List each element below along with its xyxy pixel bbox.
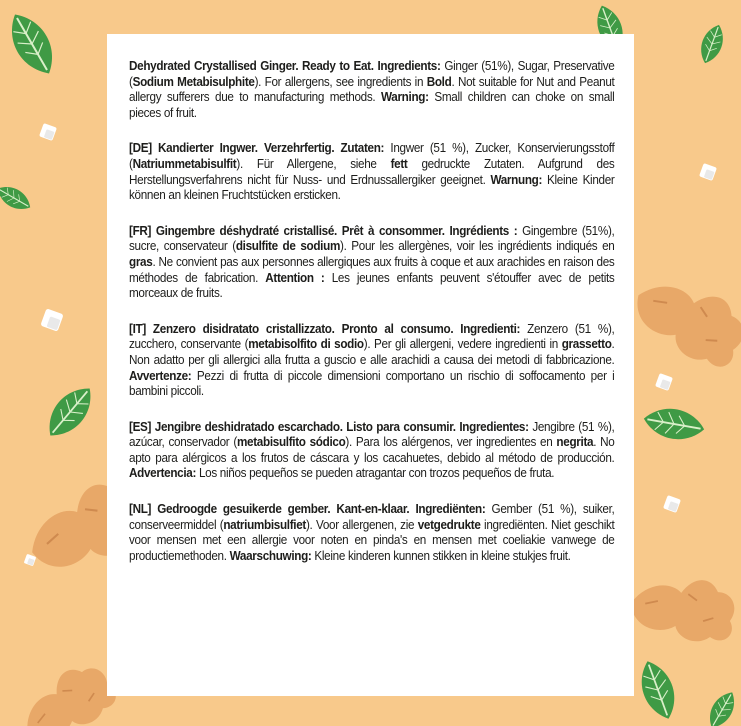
text-run: . No apto para alérgicos a los frutos de cáscara y los cacahuetes, debido al método de producción. xyxy=(129,435,615,465)
bold-text-run: Advertencia: xyxy=(129,466,197,481)
text-run: ). For allergens, see ingredients in xyxy=(254,74,427,89)
text-run: Gingembre (51%), sucre, conservateur ( xyxy=(129,223,615,254)
text-run: Zenzero (51 %), zucchero, conservante ( xyxy=(129,321,615,352)
ingredients-fr xyxy=(129,224,614,302)
text-run: Kleine Kinder können an kleinen Fruchtstücken ersticken. xyxy=(129,172,615,203)
text-run: ). Für Allergene, siehe xyxy=(236,156,391,171)
text-run: Jengibre (51 %), azúcar, conservador ( xyxy=(129,419,615,450)
bold-text-run: disulfite de sodium xyxy=(235,239,341,254)
bold-text-run: Warning: xyxy=(380,90,429,105)
bold-text-run: negrita xyxy=(556,435,594,450)
bold-text-run: gras xyxy=(129,254,153,269)
bold-text-run: [NL] Gedroogde gesuikerde gember. Kant-en-klaar. Ingrediënten: xyxy=(129,502,486,517)
bold-text-run: [IT] Zenzero disidratato cristallizzato. Pronto al consumo. Ingredienti: xyxy=(129,321,521,336)
bold-text-run: Natriummetabisulfit xyxy=(132,156,237,171)
ingredients-es xyxy=(129,420,614,482)
text-run: Gember (51 %), suiker, conserveermiddel ( xyxy=(129,502,615,532)
label-panel xyxy=(107,34,634,696)
text-run: ). Para los alérgenos, ver ingredientes en xyxy=(345,435,557,450)
bold-text-run: Warnung: xyxy=(490,172,543,187)
text-run: . Non adatto per gli allergici alla frutta a guscio e alle arachidi a causa dei metodi di fabbricazione. xyxy=(129,337,615,367)
text-run: . Not suitable for Nut and Peanut allergy sufferers due to manufacturing methods. xyxy=(129,74,615,105)
bold-text-run: Attention : xyxy=(265,270,325,285)
text-run: . Ne convient pas aux personnes allergiques aux fruits à coque et aux arachides en raison des méthodes de fabrication. xyxy=(129,254,615,285)
text-run: Ingwer (51 %), Zucker, Konservierungsstoff ( xyxy=(129,141,615,171)
text-run: ingrediënten. Niet geschikt voor mensen met een allergie voor noten en pinda's en mensen met coeliakie vanwege de productiemethoden. xyxy=(129,517,615,563)
bold-text-run: Bold xyxy=(426,74,452,89)
text-run: gedruckte Zutaten. Aufgrund des Herstellungsverfahrens nicht für Nuss- und Erdnussallergiker geeignet. xyxy=(129,156,615,187)
bold-text-run: vetgedrukte xyxy=(417,517,481,532)
text-run: ). Voor allergenen, zie xyxy=(305,517,418,532)
bold-text-run: [DE] Kandierter Ingwer. Verzehrfertig. Zutaten: xyxy=(129,141,385,156)
text-run: Les jeunes enfants peuvent s'étouffer avec de petits morceaux de fruits. xyxy=(129,270,615,301)
bold-text-run: fett xyxy=(390,156,408,171)
bold-text-run: Avvertenze: xyxy=(129,368,192,383)
bold-text-run: Sodium Metabisulphite xyxy=(132,74,255,89)
bold-text-run: natriumbisulfiet xyxy=(223,517,306,532)
bold-text-run: metabisolfito di sodio xyxy=(248,337,364,352)
text-run: Pezzi di frutta di piccole dimensioni comportano un rischio di soffocamento per i bambini piccoli. xyxy=(129,368,615,399)
text-run: Los niños pequeños se pueden atragantar con trozos pequeños de fruta. xyxy=(196,466,555,481)
bold-text-run: metabisulfito sódico xyxy=(236,435,346,450)
bold-text-run: Dehydrated Crystallised Ginger. Ready to Eat. Ingredients: xyxy=(129,59,441,73)
ingredients-en xyxy=(129,59,614,121)
ingredients-nl xyxy=(129,502,614,564)
ingredients-it xyxy=(129,322,614,400)
bold-text-run: [FR] Gingembre déshydraté cristallisé. Prêt à consommer. Ingrédients : xyxy=(129,223,518,238)
bold-text-run: grassetto xyxy=(561,337,612,352)
text-run: ). Pour les allergènes, voir les ingrédients indiqués en xyxy=(340,239,615,254)
text-run: ). Per gli allergeni, vedere ingredienti in xyxy=(363,337,562,352)
text-run: Ginger (51%), Sugar, Preservative ( xyxy=(129,59,615,89)
bold-text-run: Waarschuwing: xyxy=(229,548,312,563)
ingredients-de xyxy=(129,141,614,203)
text-run: Kleine kinderen kunnen stikken in kleine stukjes fruit. xyxy=(311,548,571,563)
bold-text-run: [ES] Jengibre deshidratado escarchado. Listo para consumir. Ingredientes: xyxy=(129,419,529,434)
text-run: Small children can choke on small pieces of fruit. xyxy=(129,90,615,120)
